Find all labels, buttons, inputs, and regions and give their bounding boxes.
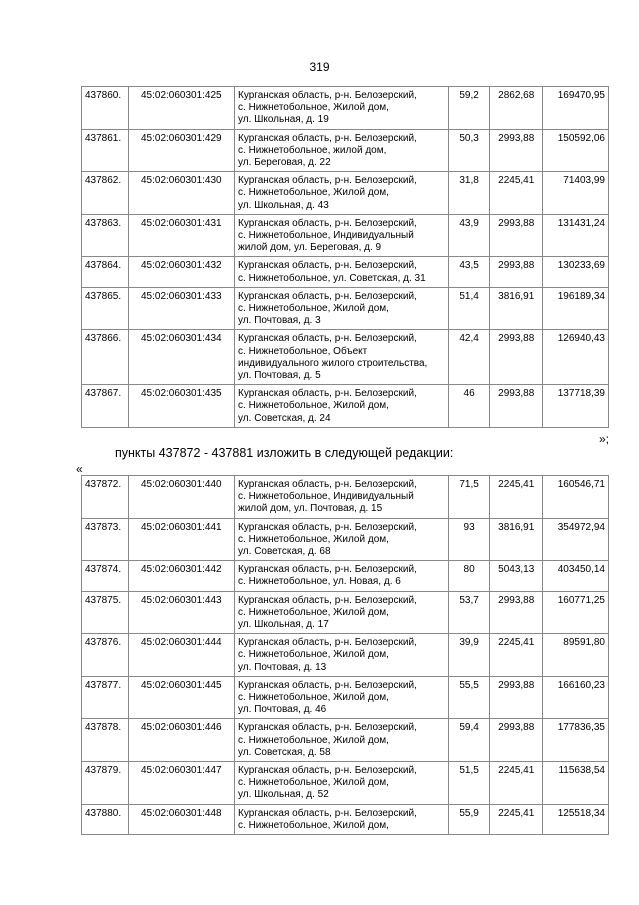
cadastral-rate-cell: 2993,88 xyxy=(490,214,543,257)
address-cell xyxy=(235,385,449,428)
address-line: индивидуального жилого строительства, xyxy=(238,357,428,369)
address-line: с. Нижнетобольное, Жилой дом, xyxy=(238,102,389,114)
row-number-cell: 437877. xyxy=(82,676,129,719)
address-line: с. Нижнетобольное, Жилой дом, xyxy=(238,649,389,661)
area-cell: 80 xyxy=(448,561,490,591)
address-line: с. Нижнетобольное, Жилой дом, xyxy=(238,734,389,746)
address-line: с. Нижнетобольное, Жилой дом, xyxy=(238,692,389,704)
row-number-cell: 437862. xyxy=(82,172,129,215)
cadastral-value-cell: 169470,95 xyxy=(543,87,609,130)
area-cell: 31,8 xyxy=(448,172,490,215)
address-line: с. Нижнетобольное, Объект xyxy=(238,345,368,357)
address-line: ул. Советская, д. 58 xyxy=(238,746,331,758)
address-cell xyxy=(235,561,449,591)
area-cell: 53,7 xyxy=(448,591,490,634)
cadastral-rate-cell: 2245,41 xyxy=(490,172,543,215)
cadastral-number-cell: 45:02:060301:435 xyxy=(128,385,234,428)
cadastral-rate-cell: 2993,88 xyxy=(490,257,543,287)
table-row xyxy=(82,518,609,561)
registry-table-amended xyxy=(81,475,609,835)
address-line: ул. Почтовая, д. 3 xyxy=(238,315,321,327)
address-line: ул. Почтовая, д. 13 xyxy=(238,661,327,673)
address-line: ул. Почтовая, д. 5 xyxy=(238,370,321,382)
cadastral-number-cell: 45:02:060301:432 xyxy=(128,257,234,287)
table-body xyxy=(82,476,609,835)
cadastral-number-cell: 45:02:060301:443 xyxy=(128,591,234,634)
cadastral-rate-cell: 2245,41 xyxy=(490,634,543,677)
table-row xyxy=(82,214,609,257)
table-row xyxy=(82,287,609,330)
cadastral-value-cell: 150592,06 xyxy=(543,129,609,172)
address-line: ул. Школьная, д. 52 xyxy=(238,789,329,801)
address-line: жилой дом, ул. Береговая, д. 9 xyxy=(238,242,382,254)
cadastral-value-cell: 71403,99 xyxy=(543,172,609,215)
cadastral-value-cell: 130233,69 xyxy=(543,257,609,287)
row-number-cell: 437879. xyxy=(82,762,129,805)
cadastral-rate-cell: 2862,68 xyxy=(490,87,543,130)
address-line: Курганская область, р-н. Белозерский, xyxy=(238,260,417,272)
area-cell: 39,9 xyxy=(448,634,490,677)
row-number-cell: 437874. xyxy=(82,561,129,591)
cadastral-number-cell: 45:02:060301:429 xyxy=(128,129,234,172)
row-number-cell: 437880. xyxy=(82,804,129,834)
row-number-cell: 437878. xyxy=(82,719,129,762)
table-row xyxy=(82,719,609,762)
address-line: Курганская область, р-н. Белозерский, xyxy=(238,564,417,576)
table-row xyxy=(82,561,609,591)
table-row xyxy=(82,762,609,805)
area-cell: 51,5 xyxy=(448,762,490,805)
address-line: Курганская область, р-н. Белозерский, xyxy=(238,333,417,345)
address-line: с. Нижнетобольное, ул. Новая, д. 6 xyxy=(238,576,401,588)
row-number-cell: 437865. xyxy=(82,287,129,330)
address-line: ул. Почтовая, д. 46 xyxy=(238,704,327,716)
cadastral-number-cell: 45:02:060301:446 xyxy=(128,719,234,762)
cadastral-number-cell: 45:02:060301:430 xyxy=(128,172,234,215)
cadastral-number-cell: 45:02:060301:447 xyxy=(128,762,234,805)
address-cell xyxy=(235,330,449,385)
address-line: Курганская область, р-н. Белозерский, xyxy=(238,132,417,144)
row-number-cell: 437873. xyxy=(82,518,129,561)
area-cell: 55,9 xyxy=(448,804,490,834)
table-row xyxy=(82,476,609,519)
cadastral-rate-cell: 5043,13 xyxy=(490,561,543,591)
table-row xyxy=(82,330,609,385)
table-row xyxy=(82,804,609,834)
table-row xyxy=(82,257,609,287)
address-line: ул. Советская, д. 24 xyxy=(238,412,331,424)
address-line: Курганская область, р-н. Белозерский, xyxy=(238,765,417,777)
cadastral-value-cell: 160771,25 xyxy=(543,591,609,634)
amendment-instruction: пункты 437872 - 437881 изложить в следующей редакции: xyxy=(115,446,454,460)
table-row xyxy=(82,87,609,130)
row-number-cell: 437864. xyxy=(82,257,129,287)
cadastral-rate-cell: 2993,88 xyxy=(490,385,543,428)
row-number-cell: 437863. xyxy=(82,214,129,257)
row-number-cell: 437860. xyxy=(82,87,129,130)
address-line: ул. Береговая, д. 22 xyxy=(238,157,331,169)
address-line: Курганская область, р-н. Белозерский, xyxy=(238,637,417,649)
row-number-cell: 437872. xyxy=(82,476,129,519)
cadastral-value-cell: 131431,24 xyxy=(543,214,609,257)
cadastral-value-cell: 115638,54 xyxy=(543,762,609,805)
opening-quote: « xyxy=(76,462,83,476)
address-cell xyxy=(235,719,449,762)
cadastral-number-cell: 45:02:060301:445 xyxy=(128,676,234,719)
area-cell: 59,2 xyxy=(448,87,490,130)
row-number-cell: 437867. xyxy=(82,385,129,428)
cadastral-number-cell: 45:02:060301:444 xyxy=(128,634,234,677)
cadastral-rate-cell: 3816,91 xyxy=(490,518,543,561)
cadastral-value-cell: 403450,14 xyxy=(543,561,609,591)
area-cell: 55,5 xyxy=(448,676,490,719)
address-line: Курганская область, р-н. Белозерский, xyxy=(238,90,417,101)
area-cell: 43,5 xyxy=(448,257,490,287)
address-cell xyxy=(235,214,449,257)
row-number-cell: 437866. xyxy=(82,330,129,385)
row-number-cell: 437876. xyxy=(82,634,129,677)
address-line: жилой дом, ул. Почтовая, д. 15 xyxy=(238,503,383,515)
cadastral-rate-cell: 2993,88 xyxy=(490,719,543,762)
cadastral-number-cell: 45:02:060301:434 xyxy=(128,330,234,385)
cadastral-value-cell: 126940,43 xyxy=(543,330,609,385)
area-cell: 43,9 xyxy=(448,214,490,257)
cadastral-rate-cell: 2993,88 xyxy=(490,129,543,172)
table-row xyxy=(82,591,609,634)
address-line: с. Нижнетобольное, Жилой дом, xyxy=(238,303,389,315)
address-line: с. Нижнетобольное, ул. Советская, д. 31 xyxy=(238,272,426,284)
address-line: Курганская область, р-н. Белозерский, xyxy=(238,175,417,187)
table-row xyxy=(82,129,609,172)
address-line: Курганская область, р-н. Белозерский, xyxy=(238,290,417,302)
cadastral-number-cell: 45:02:060301:433 xyxy=(128,287,234,330)
cadastral-number-cell: 45:02:060301:440 xyxy=(128,476,234,519)
address-cell xyxy=(235,518,449,561)
area-cell: 42,4 xyxy=(448,330,490,385)
area-cell: 50,3 xyxy=(448,129,490,172)
address-cell xyxy=(235,676,449,719)
address-cell xyxy=(235,762,449,805)
address-line: ул. Школьная, д. 43 xyxy=(238,199,329,211)
address-line: с. Нижнетобольное, Жилой дом, xyxy=(238,533,389,545)
cadastral-number-cell: 45:02:060301:441 xyxy=(128,518,234,561)
cadastral-rate-cell: 3816,91 xyxy=(490,287,543,330)
cadastral-rate-cell: 2993,88 xyxy=(490,591,543,634)
address-line: с. Нижнетобольное, Жилой дом, xyxy=(238,400,389,412)
address-line: с. Нижнетобольное, Индивидуальный xyxy=(238,230,414,242)
address-line: с. Нижнетобольное, Жилой дом, xyxy=(238,777,389,789)
area-cell: 51,4 xyxy=(448,287,490,330)
page-number: 319 xyxy=(309,60,330,74)
address-line: Курганская область, р-н. Белозерский, xyxy=(238,594,417,606)
address-line: Курганская область, р-н. Белозерский, xyxy=(238,479,417,490)
address-line: ул. Школьная, д. 19 xyxy=(238,114,329,126)
address-cell xyxy=(235,87,449,130)
cadastral-value-cell: 196189,34 xyxy=(543,287,609,330)
cadastral-rate-cell: 2245,41 xyxy=(490,804,543,834)
cadastral-rate-cell: 2245,41 xyxy=(490,476,543,519)
address-line: Курганская область, р-н. Белозерский, xyxy=(238,521,417,533)
address-cell xyxy=(235,257,449,287)
address-line: ул. Школьная, д. 17 xyxy=(238,619,329,631)
closing-quote: »; xyxy=(598,432,609,446)
address-cell xyxy=(235,172,449,215)
address-cell xyxy=(235,476,449,519)
area-cell: 71,5 xyxy=(448,476,490,519)
cadastral-rate-cell: 2245,41 xyxy=(490,762,543,805)
table-row xyxy=(82,634,609,677)
address-cell xyxy=(235,634,449,677)
address-cell xyxy=(235,129,449,172)
cadastral-value-cell: 125518,34 xyxy=(543,804,609,834)
address-line: с. Нижнетобольное, Жилой дом, xyxy=(238,819,389,831)
address-line: с. Нижнетобольное, Жилой дом, xyxy=(238,187,389,199)
row-number-cell: 437875. xyxy=(82,591,129,634)
cadastral-value-cell: 354972,94 xyxy=(543,518,609,561)
cadastral-rate-cell: 2993,88 xyxy=(490,330,543,385)
registry-table-existing xyxy=(81,86,609,428)
cadastral-number-cell: 45:02:060301:425 xyxy=(128,87,234,130)
address-line: с. Нижнетобольное, Жилой дом, xyxy=(238,606,389,618)
address-line: Курганская область, р-н. Белозерский, xyxy=(238,722,417,734)
cadastral-rate-cell: 2993,88 xyxy=(490,676,543,719)
address-line: Курганская область, р-н. Белозерский, xyxy=(238,807,417,819)
address-line: с. Нижнетобольное, Индивидуальный xyxy=(238,491,414,503)
area-cell: 59,4 xyxy=(448,719,490,762)
area-cell: 93 xyxy=(448,518,490,561)
cadastral-value-cell: 177836,35 xyxy=(543,719,609,762)
table-row xyxy=(82,385,609,428)
cadastral-value-cell: 166160,23 xyxy=(543,676,609,719)
cadastral-number-cell: 45:02:060301:448 xyxy=(128,804,234,834)
cadastral-number-cell: 45:02:060301:442 xyxy=(128,561,234,591)
area-cell: 46 xyxy=(448,385,490,428)
address-line: с. Нижнетобольное, жилой дом, xyxy=(238,144,387,156)
address-line: ул. Советская, д. 68 xyxy=(238,546,331,558)
address-cell xyxy=(235,591,449,634)
table-body xyxy=(82,87,609,428)
cadastral-value-cell: 89591,80 xyxy=(543,634,609,677)
table-row xyxy=(82,676,609,719)
row-number-cell: 437861. xyxy=(82,129,129,172)
cadastral-value-cell: 137718,39 xyxy=(543,385,609,428)
address-cell xyxy=(235,287,449,330)
address-line: Курганская область, р-н. Белозерский, xyxy=(238,388,417,400)
cadastral-number-cell: 45:02:060301:431 xyxy=(128,214,234,257)
address-line: Курганская область, р-н. Белозерский, xyxy=(238,679,417,691)
address-line: Курганская область, р-н. Белозерский, xyxy=(238,217,417,229)
table-row xyxy=(82,172,609,215)
address-cell xyxy=(235,804,449,834)
cadastral-value-cell: 160546,71 xyxy=(543,476,609,519)
